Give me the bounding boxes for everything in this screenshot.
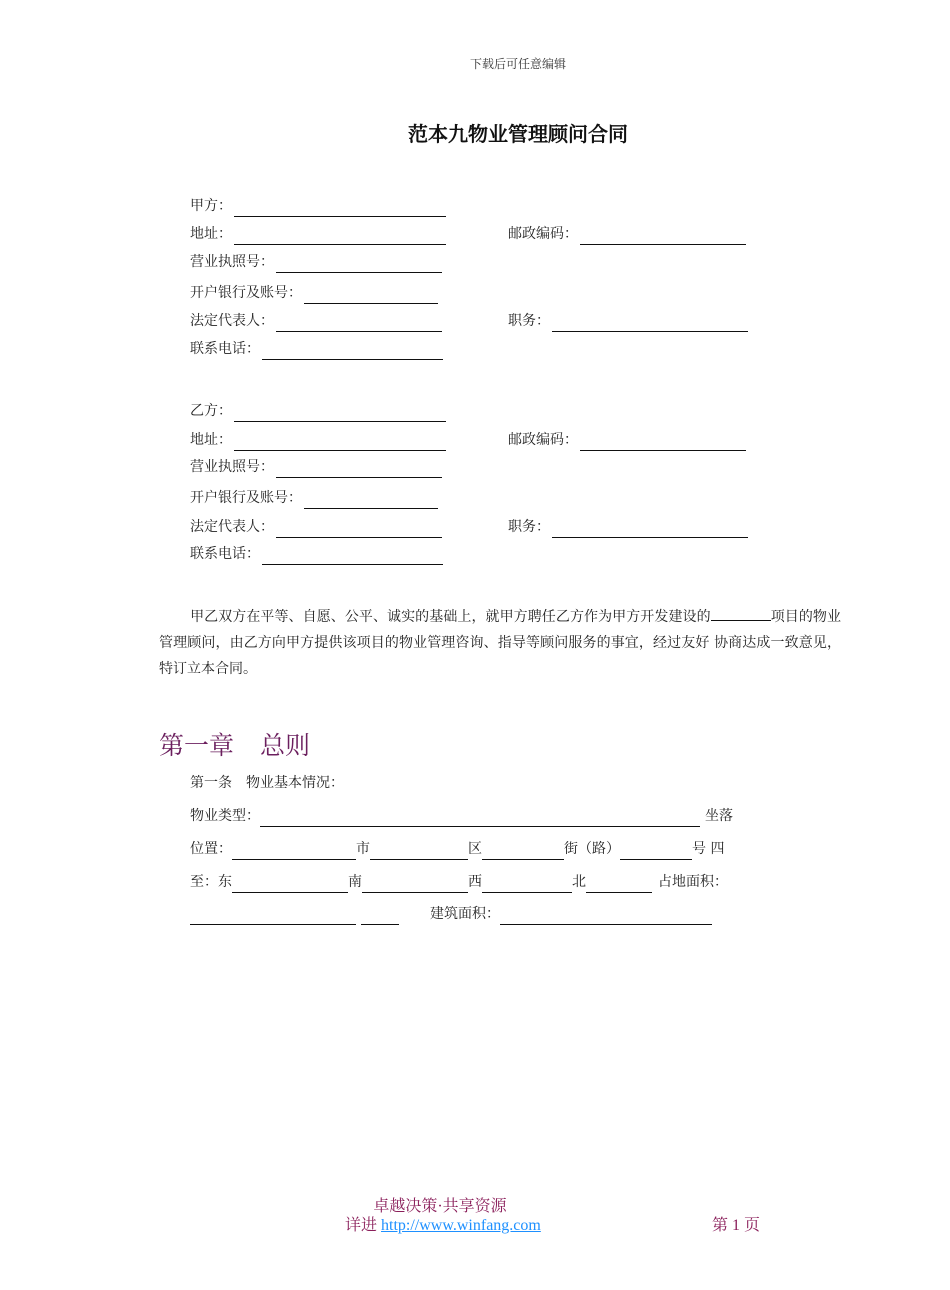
party-a-address-field — [190, 223, 446, 245]
city-label: 市 — [356, 841, 370, 857]
party-b-name-blank[interactable] — [234, 405, 446, 422]
building-area-label: 建筑面积： — [430, 906, 500, 922]
page-number: 第 1 页 — [712, 1217, 761, 1234]
chapter-heading — [159, 726, 310, 762]
party-b-postcode-label: 邮政编码： — [508, 432, 578, 448]
party-a-name-blank[interactable] — [234, 200, 446, 217]
north-label: 北 — [572, 874, 586, 890]
party-b-name-label: 乙方： — [190, 403, 232, 419]
party-b-license-blank[interactable] — [276, 461, 442, 478]
street-blank[interactable] — [482, 844, 564, 860]
footer-website-link[interactable]: http://www.winfang.com — [381, 1217, 541, 1234]
district-label: 区 — [468, 841, 482, 857]
party-b-bank-field — [190, 487, 438, 509]
party-b-position-field — [508, 516, 748, 538]
party-a-bank-blank[interactable] — [304, 287, 438, 304]
land-area-blank-2[interactable] — [361, 909, 399, 925]
party-a-bank-field — [190, 282, 438, 304]
property-type-row — [190, 805, 733, 827]
article-1-title: 物业基本情况： — [246, 775, 344, 791]
east-blank[interactable] — [232, 877, 348, 893]
party-a-phone-blank[interactable] — [262, 343, 443, 360]
party-a-address-label: 地址： — [190, 226, 232, 242]
party-b-phone-label: 联系电话： — [190, 546, 260, 562]
party-b-name-field — [190, 400, 446, 422]
preamble-part1: 甲乙双方在平等、自愿、公平、诚实的基础上，就甲方聘任乙方作为甲方开发建设的 — [190, 609, 711, 625]
property-boundary-row — [190, 871, 728, 893]
land-area-label: 占地面积： — [658, 874, 728, 890]
party-a-rep-blank[interactable] — [276, 315, 442, 332]
party-b-address-blank[interactable] — [234, 434, 446, 451]
street-label: 街（路） — [564, 841, 620, 857]
article-1-heading — [190, 772, 344, 794]
party-b-phone-field — [190, 543, 443, 565]
party-a-postcode-blank[interactable] — [580, 228, 746, 245]
party-a-rep-label: 法定代表人： — [190, 313, 274, 329]
south-blank[interactable] — [362, 877, 468, 893]
party-b-phone-blank[interactable] — [262, 548, 443, 565]
south-label: 南 — [348, 874, 362, 890]
party-a-bank-label: 开户银行及账号： — [190, 285, 302, 301]
location-label: 位置： — [190, 841, 232, 857]
header-note: 下载后可任意编辑 — [469, 57, 566, 71]
district-blank[interactable] — [370, 844, 468, 860]
party-a-phone-field — [190, 338, 443, 360]
party-b-postcode-blank[interactable] — [580, 434, 746, 451]
party-a-address-blank[interactable] — [234, 228, 446, 245]
north-blank[interactable] — [586, 877, 652, 893]
party-b-license-field — [190, 456, 442, 478]
west-label: 西 — [468, 874, 482, 890]
party-b-rep-blank[interactable] — [276, 521, 442, 538]
party-b-position-blank[interactable] — [552, 521, 748, 538]
project-name-blank[interactable] — [711, 606, 771, 621]
number-label: 号 四 — [692, 841, 725, 857]
party-a-postcode-label: 邮政编码： — [508, 226, 578, 242]
property-area-row — [190, 903, 712, 925]
party-a-postcode-field — [508, 223, 746, 245]
boundary-east-label: 至：东 — [190, 874, 232, 890]
party-a-license-blank[interactable] — [276, 256, 442, 273]
property-type-blank[interactable] — [260, 811, 700, 827]
preamble-paragraph — [159, 604, 841, 682]
party-a-license-field — [190, 251, 442, 273]
party-a-rep-field — [190, 310, 442, 332]
number-blank[interactable] — [620, 844, 692, 860]
party-b-bank-label: 开户银行及账号： — [190, 490, 302, 506]
located-label: 坐落 — [705, 808, 733, 824]
party-b-license-label: 营业执照号： — [190, 459, 274, 475]
chapter-name: 总则 — [260, 731, 311, 760]
party-b-rep-field — [190, 516, 442, 538]
preamble-part2: 项目的物业管理顾问，由乙方向甲方提供该项目的物业管理咨询、指导等顾问服务的事宜，经过友好 协商达成一致意见，特订立本合同。 — [159, 609, 842, 677]
city-blank[interactable] — [232, 844, 356, 860]
party-a-position-label: 职务： — [508, 313, 550, 329]
party-a-phone-label: 联系电话： — [190, 341, 260, 357]
west-blank[interactable] — [482, 877, 572, 893]
footer-link-prefix: 详进 — [345, 1217, 378, 1234]
party-a-position-blank[interactable] — [552, 315, 748, 332]
party-b-address-label: 地址： — [190, 432, 232, 448]
footer-organization: 卓越决策·共享资源 — [373, 1198, 507, 1215]
party-a-position-field — [508, 310, 748, 332]
party-b-rep-label: 法定代表人： — [190, 519, 274, 535]
property-location-row — [190, 838, 724, 860]
building-area-blank[interactable] — [500, 909, 712, 925]
party-a-name-field — [190, 195, 446, 217]
party-b-position-label: 职务： — [508, 519, 550, 535]
party-a-license-label: 营业执照号： — [190, 254, 274, 270]
article-1-number: 第一条 — [190, 775, 232, 791]
party-b-bank-blank[interactable] — [304, 492, 438, 509]
chapter-number: 第一章 — [159, 731, 235, 760]
property-type-label: 物业类型： — [190, 808, 260, 824]
land-area-blank[interactable] — [190, 909, 356, 925]
party-b-postcode-field — [508, 429, 746, 451]
document-title: 范本九物业管理顾问合同 — [408, 122, 628, 146]
party-b-address-field — [190, 429, 446, 451]
party-a-name-label: 甲方： — [190, 198, 232, 214]
footer-link-line — [345, 1212, 541, 1235]
